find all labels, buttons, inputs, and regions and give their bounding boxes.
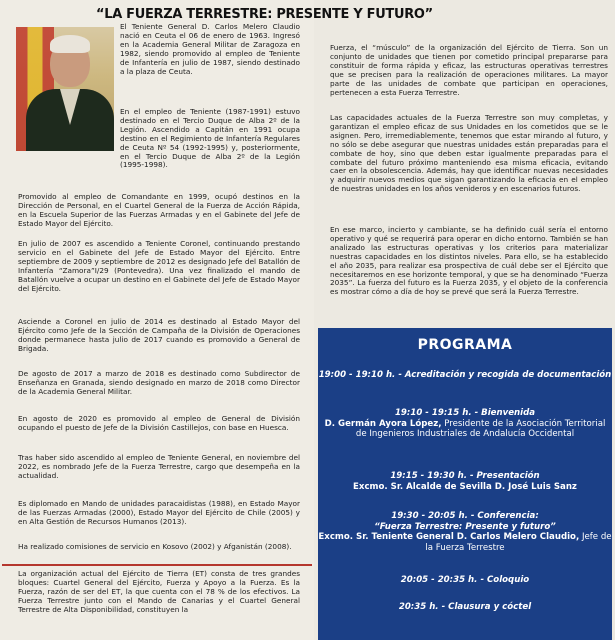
speaker-name: Excmo. Sr. Teniente General D. Carlos Melero Claudio,	[318, 532, 580, 543]
bio-paragraph-7: En agosto de 2020 es promovido al empleo de General de División ocupando el puesto de Jefe de la División Castillejos, con base en Huesca.	[18, 414, 300, 432]
program-time: 20:35 h.	[398, 602, 439, 612]
conference-title: “Fuerza Terrestre: Presente y futuro”	[374, 521, 556, 532]
speaker-role: Presidente de la Asociación Territorial de Ingenieros Industriales de Andalucía Occidental	[355, 418, 606, 440]
speaker-role: Jefe de la Fuerza Terrestre	[425, 532, 612, 553]
program-label: - Clausura y cóctel	[441, 602, 532, 612]
bio-paragraph-5: Asciende a Coronel en julio de 2014 es destinado al Estado Mayor del Ejército como Jefe de la Sección de Campaña de la División de Operaciones donde permanece hasta julio de 2017 cuando es promovido a General de Brigada.	[18, 317, 300, 353]
program-time: 20:05 - 20:35 h.	[400, 575, 478, 585]
right-paragraph-3: En ese marco, incierto y cambiante, se ha definido cuál sería el entorno operativo y qué se requerirá para operar en dicho entorno. También se han analizado las estructuras operativas y los criterios para materializar nuestras capacidades en los distintos niveles. Para ello, se ha establecido el año 2035, para realizar esa prospectiva de cuál debe ser el Ejército que necesitaremos en ese horizonte temporal, y que se ha denominado “Fuerza 2035”. La fuerza del futuro es la Fuerza 2035, y el objeto de la conferencia es mostrar cómo a día de hoy se prevé que será la Fuerza Terrestre.	[330, 225, 608, 297]
program-item-presentacion	[318, 471, 612, 492]
program-label: - Acreditación y recogida de documentación	[398, 370, 612, 380]
programa-heading: PROGRAMA	[417, 337, 513, 353]
program-item-acreditacion	[318, 370, 612, 381]
portrait-hair	[50, 35, 90, 53]
bio-paragraph-2: En el empleo de Teniente (1987-1991) estuvo destinado en el Tercio Duque de Alba 2º de la Legión. Ascendido a Capitán en 1991 ocupa destino en el Regimiento de Infantería Regulares de Ceuta Nº 54 (1992-1995) y, posteriormente, en el Tercio Duque de Alba 2º de la Legión (1995-1998).	[120, 107, 300, 170]
bio-paragraph-10: Ha realizado comisiones de servicio en Kosovo (2002) y Afganistán (2008).	[18, 542, 292, 551]
program-label: - Conferencia:	[470, 511, 539, 521]
right-paragraph-1: Fuerza, el “músculo” de la organización del Ejército de Tierra. Son un conjunto de unidades que tienen por cometido principal prepararse para constituir de forma rápida y eficaz, las estructuras operativas terrestres que se precisen para la realización de operaciones militares. La mayor parte de las unidades de combate que participan en operaciones, pertenecen a esta Fuerza Terrestre.	[330, 43, 608, 97]
program-item-conferencia	[318, 511, 612, 553]
bio-paragraph-6: De agosto de 2017 a marzo de 2018 es destinado como Subdirector de Enseñanza en Granada, siendo designado en marzo de 2018 como Director de la Academia General Militar.	[18, 369, 300, 396]
speaker-name: D. Germán Ayora López,	[324, 418, 442, 429]
program-time: 19:10 - 19:15 h.	[394, 408, 472, 418]
bio-paragraph-9: Es diplomado en Mando de unidades paracaidistas (1988), en Estado Mayor de las Fuerzas Armadas (2000), Estado Mayor del Ejército de Chile (2005) y en Alta Gestión de Recursos Humanos (2013).	[18, 499, 300, 526]
program-time: 19:15 - 19:30 h.	[390, 471, 467, 481]
program-item-bienvenida	[318, 408, 612, 440]
program-label: - Coloquio	[480, 575, 530, 585]
program-label: - Bienvenida	[474, 408, 536, 418]
brochure-title: “LA FUERZA TERRESTRE: PRESENTE Y FUTURO”	[96, 6, 433, 22]
bio-paragraph-3: Promovido al empleo de Comandante en 1999, ocupó destinos en la Dirección de Personal, en el Cuartel General de la Fuerza de Acción Rápida, en la Escuela Superior de las Fuerzas Armadas y en el Gabinete del Jefe de Estado Mayor del Ejército.	[18, 192, 300, 228]
general-portrait	[16, 27, 114, 151]
program-label: - Presentación	[469, 471, 540, 481]
program-item-clausura	[318, 602, 612, 613]
program-item-coloquio	[318, 575, 612, 586]
programa-panel	[318, 328, 612, 640]
right-paragraph-2: Las capacidades actuales de la Fuerza Terrestre son muy completas, y garantizan el empleo eficaz de sus Unidades en los cometidos que se le asignen. Pero, irremediablemente, tenemos que estar mirando al futuro, y no sólo se debe asegurar que nuestras unidades están preparadas para el combate de hoy, sino que deben estar igualmente preparadas para el combate del futuro próximo manteniendo esa misma eficacia, evitando caer en la obsolescencia. Además, hay que identificar nuevas necesidades y adquirir nuevos medios que sigan garantizando la eficacia en el empleo de nuestras unidades en los años venideros y en escenarios futuros.	[330, 113, 608, 194]
bio-paragraph-4: En julio de 2007 es ascendido a Teniente Coronel, continuando prestando servicio en el Gabinete del Jefe de Estado Mayor del Ejército. Entre septiembre de 2009 y septiembre de 2012 es designado Jefe del Batallón de Infantería “Zamora”I/29 (Pontevedra). Una vez finalizado el mando de Batallón vuelve a ocupar un destino en el Gabinete del Jefe de Estado Mayor del Ejército.	[18, 239, 300, 293]
section-divider	[2, 564, 312, 566]
speaker-name: Excmo. Sr. Alcalde de Sevilla D. José Luis Sanz	[353, 481, 577, 492]
intro-paragraph: La organización actual del Ejército de Tierra (ET) consta de tres grandes bloques: Cuartel General del Ejército, Fuerza y Apoyo a la Fuerza. Es la Fuerza, razón de ser del ET, la que cuenta con el 78 % de los efectivos. La Fuerza Terrestre junto con el Mando de Canarias y el Cuartel General Terrestre de Alta Disponibilidad, constituyen la	[18, 569, 300, 614]
bio-paragraph-8: Tras haber sido ascendido al empleo de Teniente General, en noviembre del 2022, es nombrado Jefe de la Fuerza Terrestre, cargo que desempeña en la actualidad.	[18, 453, 300, 480]
program-time: 19:00 - 19:10 h.	[318, 370, 396, 380]
bio-paragraph-1: El Teniente General D. Carlos Melero Claudio nació en Ceuta el 06 de enero de 1963. Ingresó en la Academia General Militar de Zaragoza en 1982, siendo promovido al empleo de Teniente de Infantería en julio de 1987, siendo destinado a la plaza de Ceuta.	[120, 22, 300, 76]
program-time: 19:30 - 20:05 h.	[391, 511, 468, 521]
